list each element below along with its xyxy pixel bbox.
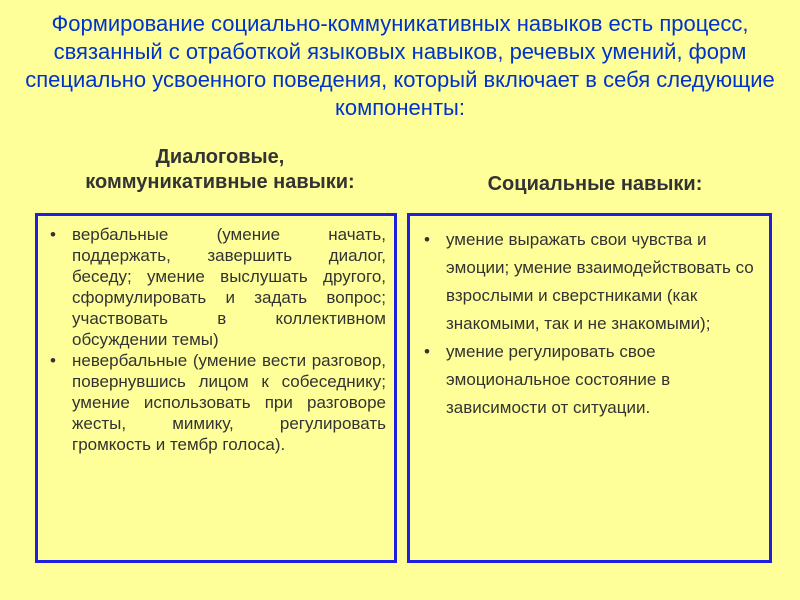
dialog-skills-heading <box>30 145 410 195</box>
dialog-skills-heading-line1: Диалоговые, <box>155 146 285 168</box>
social-skills-heading: Социальные навыки: <box>487 173 703 195</box>
dialog-skills-list <box>38 216 394 455</box>
bullet-icon: • <box>424 342 430 361</box>
list-item <box>46 350 386 455</box>
bullet-icon: • <box>424 230 430 249</box>
bullet-icon: • <box>50 225 56 244</box>
list-item-text: умение регулировать свое эмоциональное состояние в зависимости от ситуации. <box>446 342 671 417</box>
list-item-text: вербальные (умение начать, поддержать, завершить диалог, беседу; умение выслушать другого, сформулировать и задать вопрос; участвовать в коллективном обсуждении темы) <box>72 225 386 349</box>
list-item <box>420 338 759 422</box>
list-item-text: невербальные (умение вести разговор, повернувшись лицом к собеседнику; умение использовать при разговоре жесты, мимику, регулировать громкость и тембр голоса). <box>72 351 386 454</box>
slide-title: Формирование социально-коммуникативных навыков есть процесс, связанный с отработкой языковых навыков, речевых умений, форм специально усвоенного поведения, который включает в себя следующие компоненты: <box>25 11 775 120</box>
dialog-skills-heading-line2: коммуникативные навыки: <box>85 171 355 193</box>
social-skills-list <box>410 216 769 422</box>
list-item <box>46 224 386 350</box>
dialog-skills-box <box>35 213 397 563</box>
bullet-icon: • <box>50 351 56 370</box>
social-skills-box <box>407 213 772 563</box>
list-item <box>420 226 759 338</box>
list-item-text: умение выражать свои чувства и эмоции; умение взаимодействовать со взрослыми и сверстниками (как знакомыми, так и не знакомыми); <box>446 230 754 333</box>
